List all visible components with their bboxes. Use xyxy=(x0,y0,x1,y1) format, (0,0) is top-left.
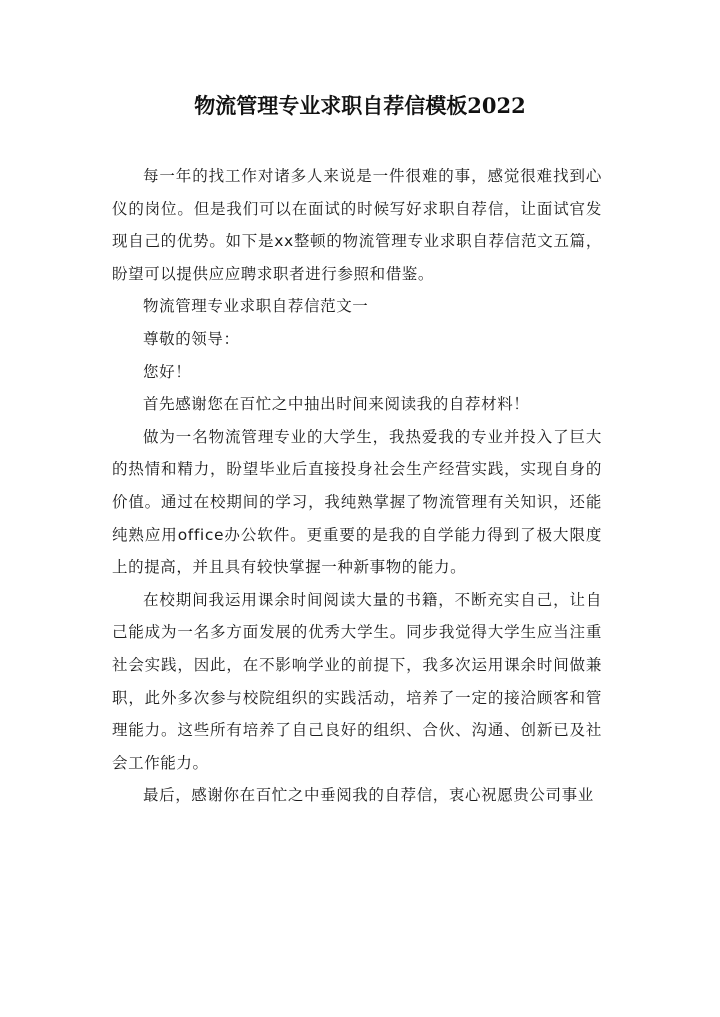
document-title: 物流管理专业求职自荐信模板2022 xyxy=(194,93,526,118)
document-body xyxy=(112,160,602,812)
paragraph-salutation: 尊敬的领导： xyxy=(143,329,240,348)
paragraph-closing: 最后，感谢你在百忙之中垂阅我的自荐信，衷心祝愿贵公司事业 xyxy=(143,786,594,805)
paragraph-profile: 做为一名物流管理专业的大学生，我热爱我的专业并投入了巨大的热情和精力，盼望毕业后直接投身社会生产经营实践，实现自身的价值。通过在校期间的学习，我纯熟掌握了物流管理有关知识，还能纯熟应用office办公软件。更重要的是我的自学能力得到了极大限度上的提高，并且具有较快掌握一种新事物的能力。 xyxy=(112,427,602,577)
paragraph-intro: 每一年的找工作对诸多人来说是一件很难的事，感觉很难找到心仪的岗位。但是我们可以在面试的时候写好求职自荐信，让面试官发现自己的优势。如下是xx整顿的物流管理专业求职自荐信范文五篇，盼望可以提供应应聘求职者进行参照和借鉴。 xyxy=(112,167,602,283)
paragraph-greeting: 您好！ xyxy=(143,362,192,381)
paragraph-sample-heading: 物流管理专业求职自荐信范文一 xyxy=(143,297,369,316)
paragraph-activities: 在校期间我运用课余时间阅读大量的书籍，不断充实自己，让自己能成为一名多方面发展的优秀大学生。同步我觉得大学生应当注重社会实践，因此，在不影响学业的前提下，我多次运用课余时间做兼职，此外多次参与校院组织的实践活动，培养了一定的接洽顾客和管理能力。这些所有培养了自己良好的组织、合伙、沟通、创新已及社会工作能力。 xyxy=(112,590,602,772)
paragraph-thanks: 首先感谢您在百忙之中抽出时间来阅读我的自荐材料！ xyxy=(143,395,530,414)
